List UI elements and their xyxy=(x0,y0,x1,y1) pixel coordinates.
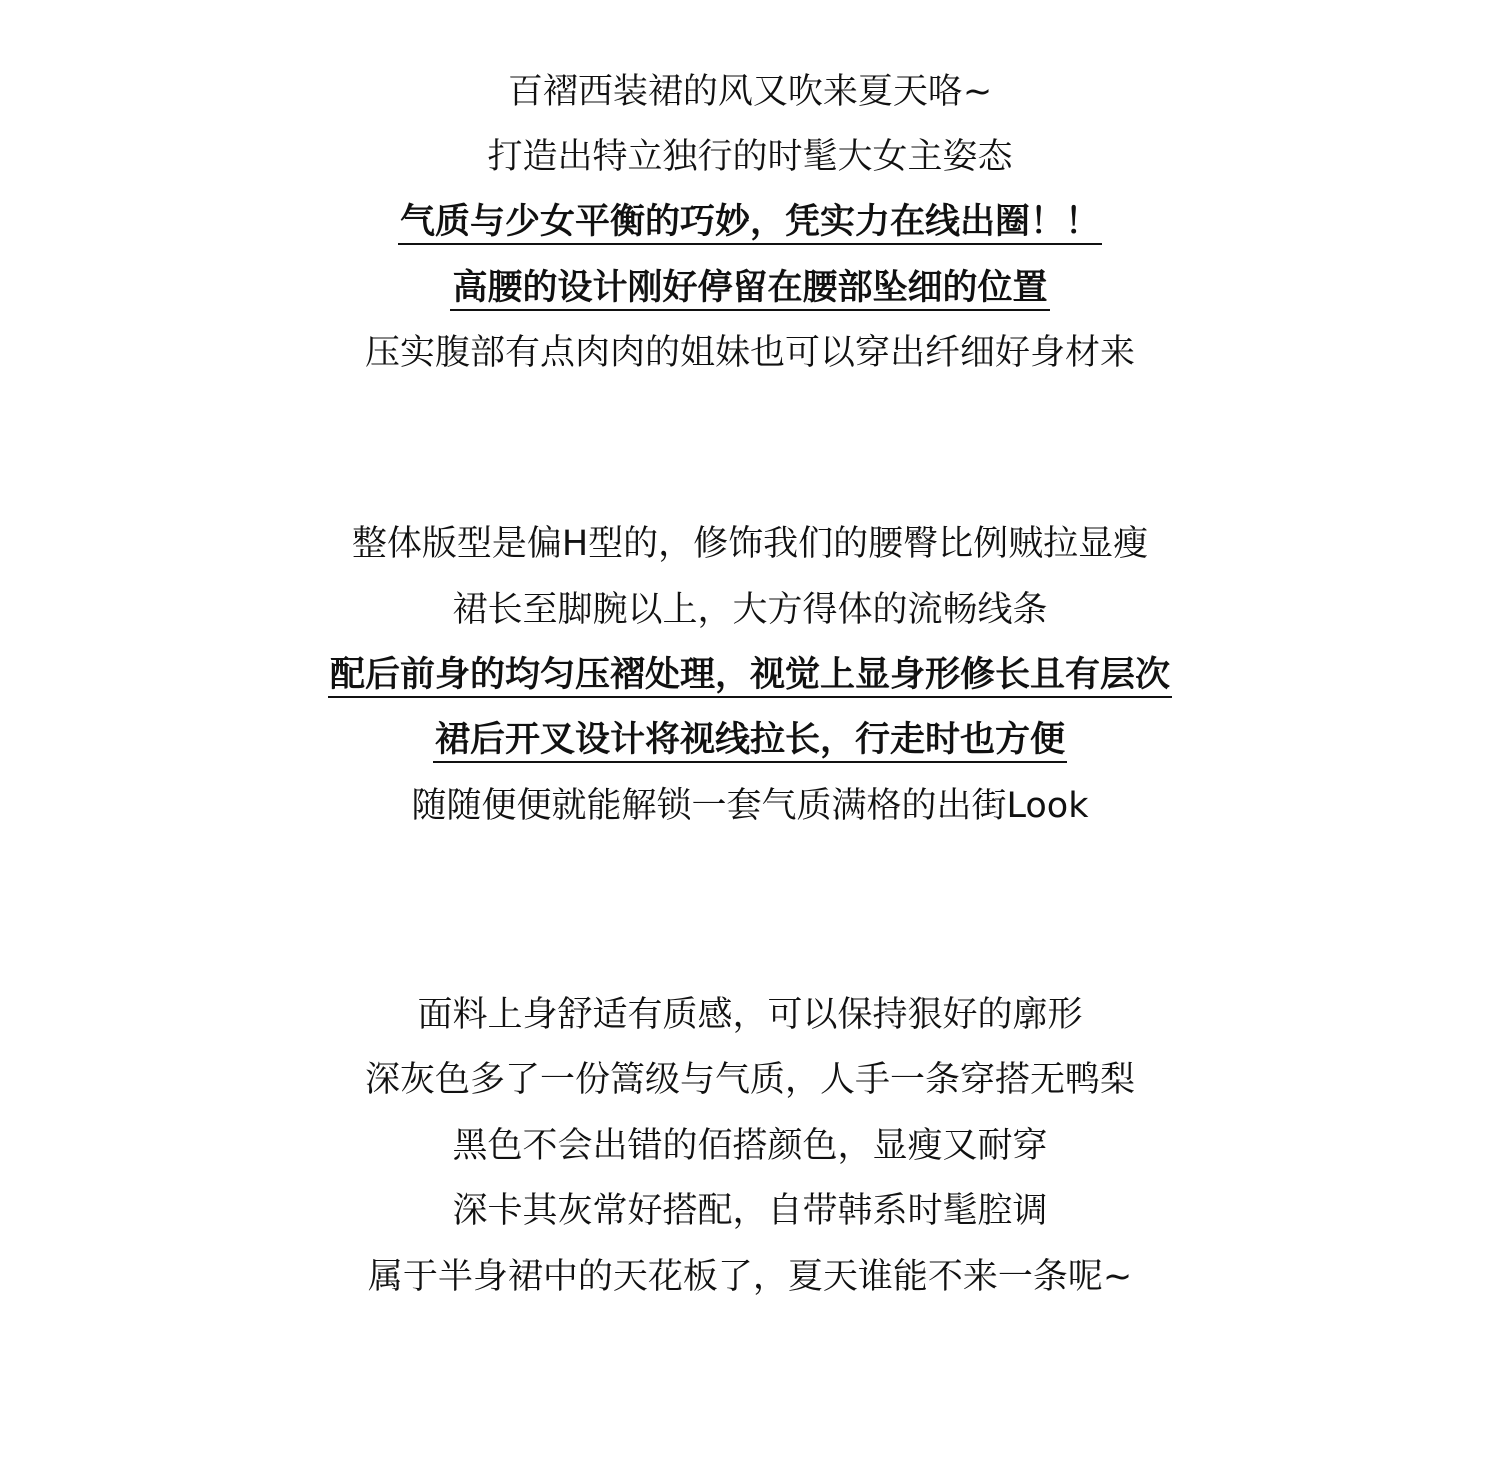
text-line: 整体版型是偏H型的，修饰我们的腰臀比例贼拉显瘦 xyxy=(351,524,1149,564)
text-line: 属于半身裙中的天花板了，夏天谁能不来一条呢~ xyxy=(367,1257,1133,1297)
text-line-emphasized: 裙后开叉设计将视线拉长，行走时也方便 xyxy=(0,718,1500,762)
text-line-emphasized: 配后前身的均匀压褶处理，视觉上显身形修长且有层次 xyxy=(0,653,1500,697)
text-line: 百褶西装裙的风又吹来夏天咯~ xyxy=(507,72,993,112)
text-line: 打造出特立独行的时髦大女主姿态 xyxy=(487,137,1013,177)
text-line: 深卡其灰常好搭配，自带韩系时髦腔调 xyxy=(452,1191,1048,1231)
text-line: 裙长至脚腕以上，大方得体的流畅线条 xyxy=(452,590,1048,630)
text-line: 深灰色多了一份篙级与气质，人手一条穿搭无鸭梨 xyxy=(364,1060,1135,1100)
text-line: 黑色不会出错的佰搭颜色，显瘦又耐穿 xyxy=(452,1126,1048,1166)
text-line-emphasized: 气质与少女平衡的巧妙，凭实力在线出圈！！ xyxy=(0,200,1500,244)
text-line: 面料上身舒适有质感，可以保持狠好的廓形 xyxy=(417,995,1083,1035)
text-line-emphasized: 高腰的设计刚好停留在腰部坠细的位置 xyxy=(0,266,1500,310)
text-line: 压实腹部有点肉肉的姐妹也可以穿出纤细好身材来 xyxy=(364,333,1135,373)
text-line: 随随便便就能解锁一套气质满格的出街Look xyxy=(411,786,1089,826)
